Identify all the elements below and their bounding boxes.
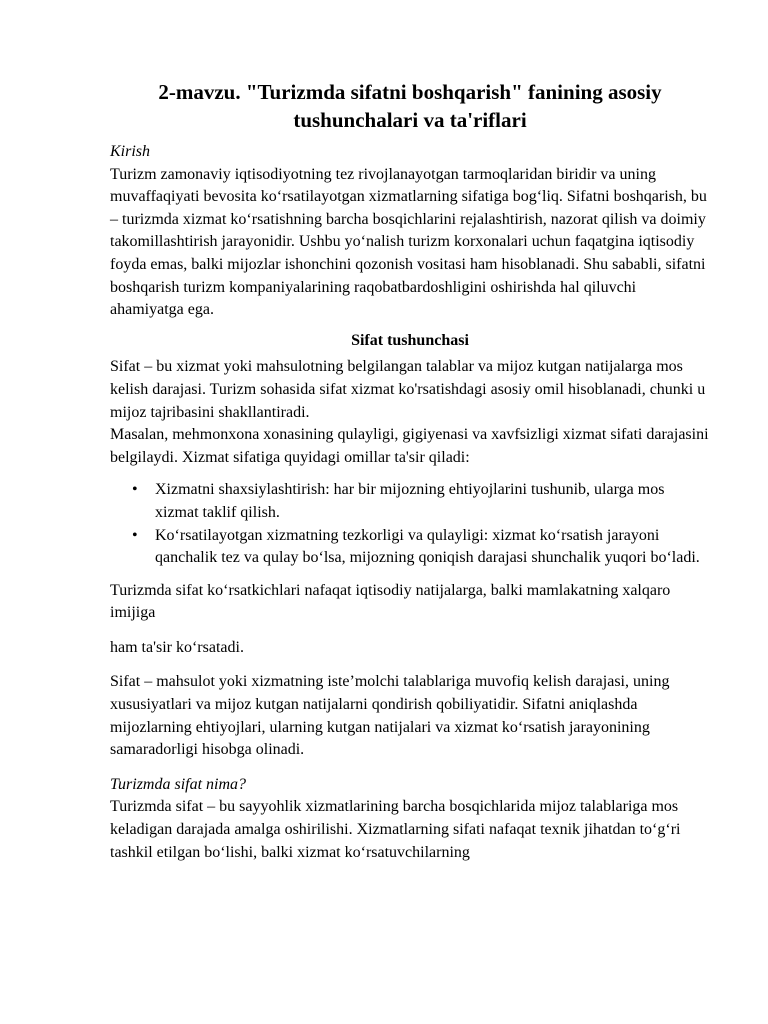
factors-list [110, 479, 710, 569]
list-item: • Xizmatni shaxsiylashtirish: har bir mijozning ehtiyojlarini tushunib, ularga mos xizmat taklif qilish. [155, 479, 710, 524]
paragraph-turizmda-sifat: Turizmda sifat – bu sayyohlik xizmatlarining barcha bosqichlarida mijoz talablariga mos keladigan darajada amalga oshirilishi. Xizmatlarning sifati nafaqat texnik jihatdan to‘g‘ri tashkil etilgan bo‘lishi, balki xizmat ko‘rsatuvchilarning [110, 798, 681, 861]
paragraph-sifat-second-definition: Sifat – mahsulot yoki xizmatning iste’molchi talablariga muvofiq kelish darajasi, uning xususiyatlari va mijoz kutgan natijalarni qondirish qobiliyatidir. Sifatni aniqlashda mijozlarning ehtiyojlari, ularning kutgan natijalari va xizmat ko‘rsatish jarayonining samaradorligi hisobga olinadi. [110, 673, 670, 759]
title-line-2: tushunchalari va ta'riflari [293, 108, 527, 132]
section-heading-turizmda-sifat: Turizmda sifat nima? [110, 775, 247, 793]
list-item: • Ko‘rsatilayotgan xizmatning tezkorligi va qulayligi: xizmat ko‘rsatish jarayoni qanchalik tez va qulay bo‘lsa, mijozning qoniqish darajasi shunchalik yuqori bo‘ladi. [155, 525, 710, 570]
title-line-1: 2-mavzu. "Turizmda sifatni boshqarish" fanining asosiy [158, 80, 662, 104]
intro-paragraph: Turizm zamonaviy iqtisodiyotning tez rivojlanayotgan tarmoqlaridan biridir va uning muvaffaqiyati bevosita ko‘rsatilayotgan xizmatlarning sifatiga bog‘liq. Sifatni boshqarish, bu – turizmda xizmat ko‘rsatishning barcha bosqichlarini rejalashtirish, nazorat qilish va doimiy takomillashtirish jarayonidir. Ushbu yo‘nalish turizm korxonalari uchun faqatgina iqtisodiy foyda emas, balki mijozlar ishonchini qozonish vositasi ham hisoblanadi. Shu sababli, sifatni boshqarish turizm kompaniyalarining raqobatbardoshligini oshirishda hal qiluvchi ahamiyatga ega. [110, 165, 707, 319]
paragraph-example: Masalan, mehmonxona xonasining qulayligi, gigiyenasi va xavfsizligi xizmat sifati darajasini belgilaydi. Xizmat sifatiga quyidagi omillar ta'sir qiladi: [110, 426, 709, 466]
paragraph-indicators: Turizmda sifat ko‘rsatkichlari nafaqat iqtisodiy natijalarga, balki mamlakatning xalqaro imijiga [110, 581, 671, 622]
section-heading-sifat: Sifat tushunchasi [351, 331, 469, 349]
document-page [110, 78, 710, 864]
intro-heading: Kirish [110, 143, 151, 160]
page-title [110, 78, 710, 134]
paragraph-continuation: ham ta'sir ko‘rsatadi. [110, 638, 244, 656]
paragraph-sifat-definition: Sifat – bu xizmat yoki mahsulotning belgilangan talablar va mijoz kutgan natijalarga mos kelish darajasi. Turizm sohasida sifat xizmat ko'rsatishdagi asosiy omil hisoblanadi, chunki u mijoz tajribasini shakllantiradi. [110, 358, 706, 421]
